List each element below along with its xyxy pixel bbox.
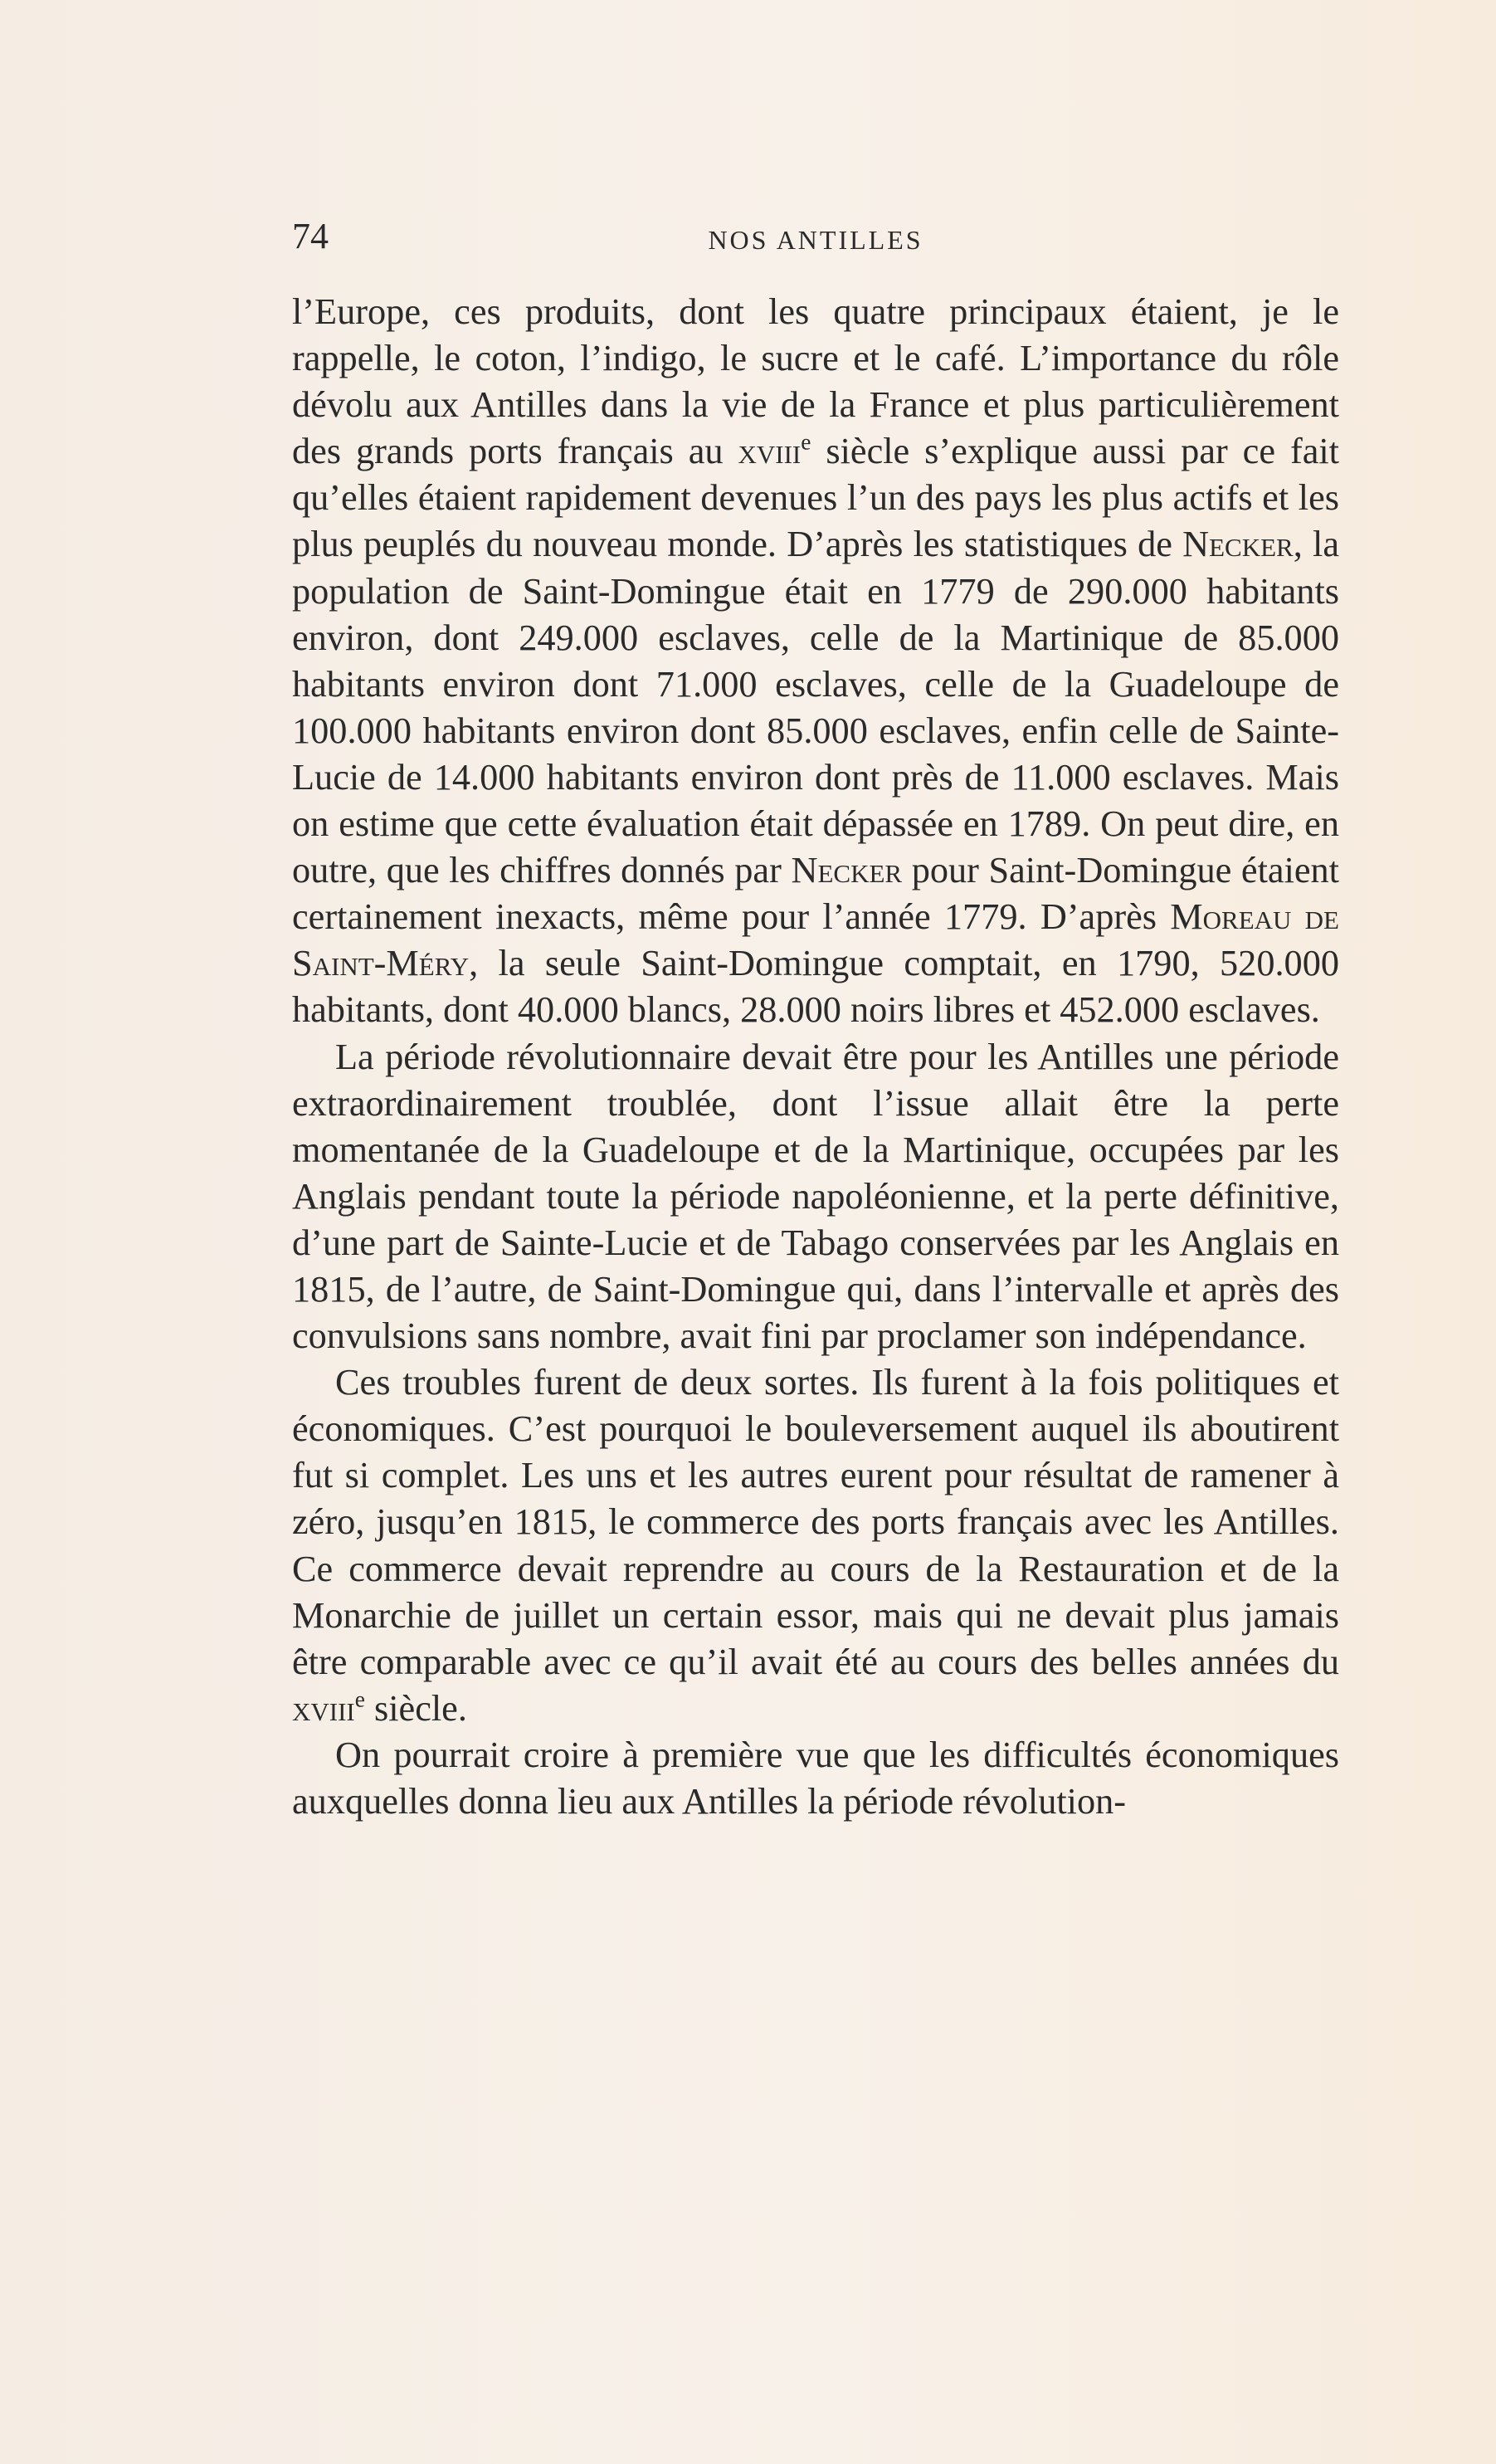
page-body <box>292 289 1339 1825</box>
page-header <box>292 212 1339 261</box>
text-run: , la population de Saint-Domingue était en 1779 de 290.000 habitants environ, dont 249.000 esclaves, celle de la Martinique de 85.000 habitants environ dont 71.000 esclaves, celle de la Guadeloupe de 100.000 habitants environ dont 85.000 esclaves, enfin celle de Sainte-Lucie de 14.000 habitants environ dont près de 11.000 esclaves. Mais on estime que cette évaluation était dépassée en 1789. On peut dire, en outre, que les chiffres donnés par <box>292 524 1339 891</box>
text-run: , la seule Saint-Domingue comptait, en 1790, 520.000 habitants, dont 40.000 blancs, 28.000 noirs libres et 452.000 esclaves. <box>292 943 1339 1031</box>
superscript: e <box>801 429 811 455</box>
paragraph-3 <box>292 1359 1339 1732</box>
author-name-necker: Necker <box>791 850 903 891</box>
superscript: e <box>354 1686 365 1712</box>
running-title: NOS ANTILLES <box>708 225 923 255</box>
century-numeral: xviii <box>738 431 802 472</box>
text-run: siècle. <box>364 1687 467 1729</box>
text-run: Ces troubles furent de deux sortes. Ils furent à la fois politiques et économiques. C’est pourquoi le bouleversement auquel ils aboutirent fut si complet. Les uns et les autres eurent pour résultat de ramener à zéro, jusqu’en 1815, le commerce des ports français avec les Antilles. Ce commerce devait reprendre au cours de la Restauration et de la Monarchie de juillet un certain essor, mais qui ne devait plus jamais être comparable avec ce qu’il avait été au cours des belles années du <box>292 1362 1339 1682</box>
author-name-necker: Necker <box>1182 524 1294 565</box>
author-name-moreau: Moreau de Saint-Méry <box>292 896 1339 984</box>
text-run: siècle s’explique aussi par ce fait qu’elles étaient rapidement devenues l’un des pays les plus actifs et les plus peuplés du nouveau monde. D’après les statistiques de <box>292 431 1339 565</box>
paragraph-1 <box>292 289 1339 1034</box>
text-run: l’Europe, ces produits, dont les quatre principaux étaient, je le rappelle, le coton, l’indigo, le sucre et le café. L’importance du rôle dévolu aux Antilles dans la vie de la France et plus particulièrement des grands ports français au <box>292 291 1339 472</box>
paragraph-2: La période révolutionnaire devait être pour les Antilles une période extraordinairement troublée, dont l’issue allait être la perte momentanée de la Guadeloupe et de la Martinique, occupées par les Anglais pendant toute la période napoléonienne, et la perte définitive, d’une part de Sainte-Lucie et de Tabago conservées par les Anglais en 1815, de l’autre, de Saint-Domingue qui, dans l’intervalle et après des convulsions sans nombre, avait fini par proclamer son indépendance. <box>292 1036 1339 1357</box>
page-number: 74 <box>292 216 329 256</box>
paragraph-4: On pourrait croire à première vue que les difficultés économiques auxquelles donna lieu aux Antilles la période révolution- <box>292 1734 1339 1822</box>
century-numeral: xviii <box>292 1687 355 1729</box>
text-run: pour Saint-Domingue étaient certainement inexacts, même pour l’année 1779. D’après <box>292 850 1339 938</box>
